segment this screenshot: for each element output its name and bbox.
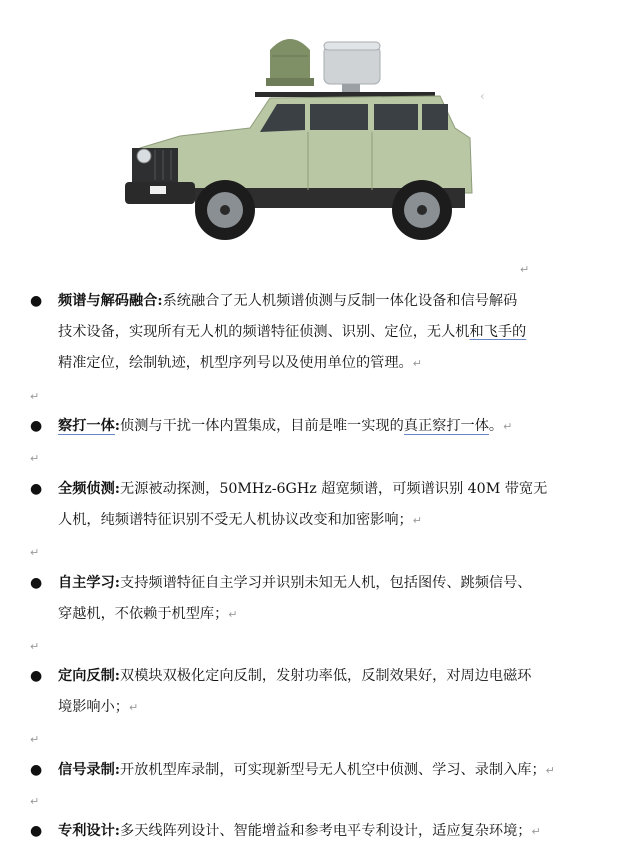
radar-unit xyxy=(324,42,380,94)
feature-item-signal-recording xyxy=(30,755,602,786)
paragraph-mark: ↵ xyxy=(228,608,238,621)
bullet-icon: ● xyxy=(30,293,43,309)
feature-text: 双模块双极化定向反制，发射功率低，反制效果好，对周边电磁环 xyxy=(120,668,532,684)
bullet-icon: ● xyxy=(30,762,43,778)
dome-antenna xyxy=(266,39,314,86)
feature-text: 精准定位，绘制轨迹，机型序列号以及使用单位的管理。 xyxy=(58,355,413,371)
feature-term: 全频侦测: xyxy=(58,481,120,497)
feature-text: 。 xyxy=(488,418,504,434)
paragraph-mark: ↵ xyxy=(412,357,422,370)
paragraph-mark: ↵ xyxy=(30,795,40,808)
feature-term-colon: : xyxy=(114,418,121,434)
paragraph-mark: ↵ xyxy=(30,390,40,403)
feature-term: 频谱与解码融合: xyxy=(58,293,163,309)
bullet-icon: ● xyxy=(30,575,43,591)
vehicle-image xyxy=(110,28,490,253)
paragraph-mark: ↵ xyxy=(545,764,555,777)
feature-term: 察打一体 xyxy=(58,418,115,434)
feature-text-underlined: 和飞手的 xyxy=(469,324,527,340)
feature-item-spectrum-decode xyxy=(30,286,602,379)
bullet-icon: ● xyxy=(30,668,43,684)
paragraph-mark: ↵ xyxy=(30,733,40,746)
paragraph-mark: ↵ xyxy=(128,701,139,714)
paragraph-mark: ↵ xyxy=(30,546,40,559)
svg-text:‹: ‹ xyxy=(480,89,485,103)
feature-term: 自主学习: xyxy=(58,575,120,591)
feature-item-self-learning xyxy=(30,568,602,630)
rear-wheel xyxy=(392,180,452,240)
feature-text: 无源被动探测，50MHz-6GHz 超宽频谱，可频谱识别 40M 带宽无 xyxy=(120,481,548,497)
paragraph-mark: ↵ xyxy=(412,514,422,527)
feature-text-underlined: 真正察打一体 xyxy=(403,418,489,434)
feature-text: 穿越机，不依赖于机型库； xyxy=(58,606,229,622)
feature-text: 侦测与干扰一体内置集成，目前是唯一实现的 xyxy=(120,418,404,434)
feature-item-full-band xyxy=(30,474,602,536)
feature-text: 技术设备，实现所有无人机的频谱特征侦测、识别、定位，无人机 xyxy=(58,324,470,340)
feature-text: 人机，纯频谱特征识别不受无人机协议改变和加密影响； xyxy=(58,512,413,528)
feature-text: 多天线阵列设计、智能增益和参考电平专利设计，适应复杂环境； xyxy=(120,823,532,839)
feature-item-patent-design xyxy=(30,816,602,847)
feature-text: 境影响小； xyxy=(58,699,129,715)
bullet-icon: ● xyxy=(30,481,43,497)
paragraph-mark: ↵ xyxy=(30,452,40,465)
feature-term: 定向反制: xyxy=(58,668,120,684)
feature-item-detect-strike xyxy=(30,411,602,442)
paragraph-mark: ↵ xyxy=(520,263,530,276)
feature-text: 开放机型库录制，可实现新型号无人机空中侦测、学习、录制入库； xyxy=(120,762,546,778)
feature-term: 信号录制: xyxy=(58,762,120,778)
bullet-icon: ● xyxy=(30,823,43,839)
paragraph-mark: ↵ xyxy=(503,420,513,433)
feature-item-directional-jamming xyxy=(30,661,602,723)
paragraph-mark: ↵ xyxy=(531,825,541,838)
paragraph-mark: ↵ xyxy=(30,640,40,653)
feature-text: 系统融合了无人机频谱侦测与反制一体化设备和信号解码 xyxy=(162,293,518,309)
front-wheel xyxy=(195,180,255,240)
feature-term: 专利设计: xyxy=(58,823,120,839)
bullet-icon: ● xyxy=(30,418,43,434)
feature-text: 支持频谱特征自主学习并识别未知无人机，包括图传、跳频信号、 xyxy=(120,575,532,591)
